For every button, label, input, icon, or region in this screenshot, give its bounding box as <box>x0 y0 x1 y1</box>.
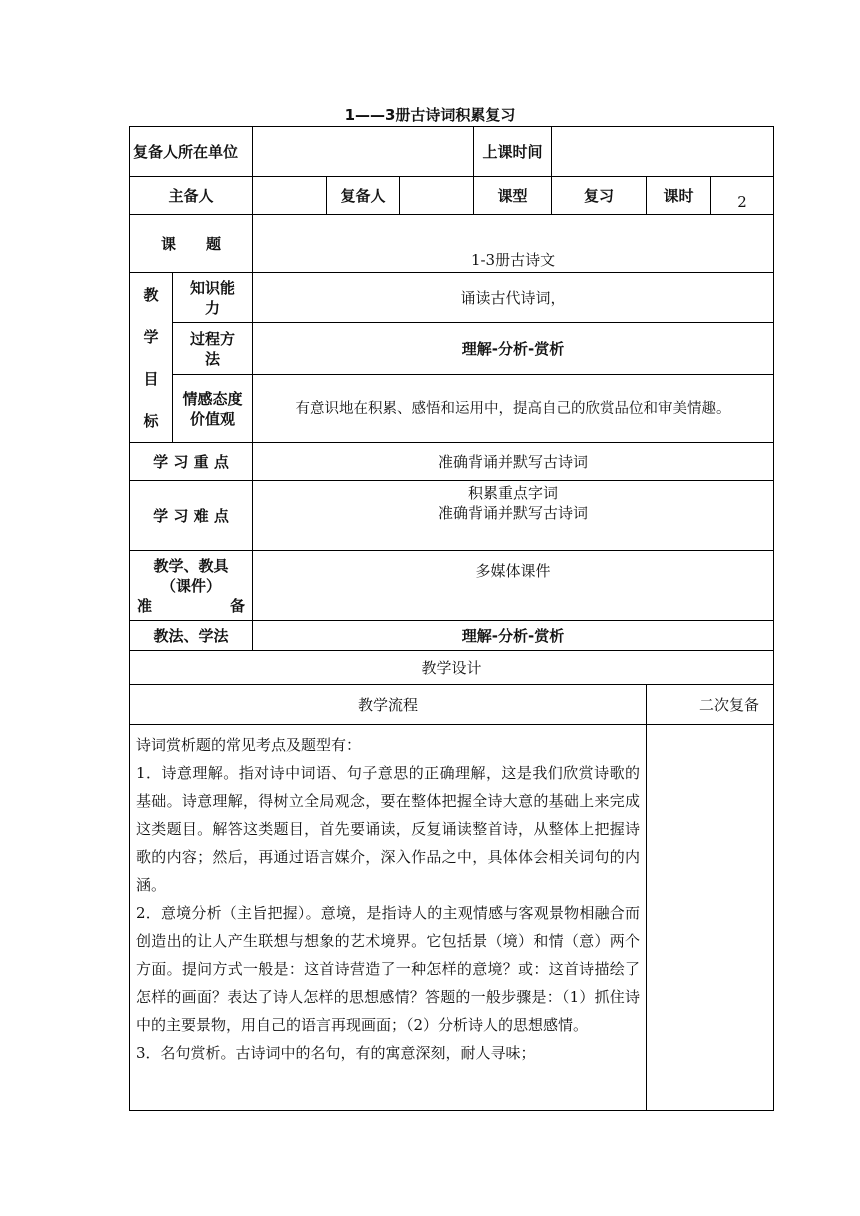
goals-char-4: 标 <box>143 411 159 430</box>
key-point-value: 准确背诵并默写古诗词 <box>253 443 774 481</box>
difficulty-row <box>130 481 774 551</box>
unit-value[interactable] <box>253 127 474 177</box>
hours-value: 2 <box>711 177 774 215</box>
design-header-row <box>130 651 774 685</box>
key-point-row <box>130 443 774 481</box>
reviewer-value[interactable] <box>400 177 474 215</box>
goal-row-process <box>130 323 774 375</box>
flow-header-row <box>130 685 774 725</box>
goal-row-knowledge <box>130 273 774 323</box>
topic-row <box>130 215 774 273</box>
key-point-label: 学 习 重 点 <box>130 443 253 481</box>
host-value[interactable] <box>253 177 327 215</box>
topic-label: 课 题 <box>130 215 253 273</box>
header-row-1 <box>130 127 774 177</box>
goal-process-label: 过程方法 <box>173 323 253 375</box>
host-label: 主备人 <box>130 177 253 215</box>
flow-paragraph: 2．意境分析（主旨把握）。意境，是指诗人的主观情感与客观景物相融合而创造出的让人产生联想与想象的艺术境界。它包括景（境）和情（意）两个方面。提问方式一般是：这首诗营造了一种怎样的意境？或：这首诗描绘了怎样的画面？表达了诗人怎样的思想感情？答题的一般步骤是：（1）抓住诗中的主要景物，用自己的语言再现画面；（2）分析诗人的思想感情。 <box>136 904 641 1034</box>
goal-process-value: 理解-分析-赏析 <box>253 323 774 375</box>
class-time-value[interactable] <box>552 127 774 177</box>
flow-content <box>130 725 647 1111</box>
goals-side-label <box>130 273 173 443</box>
flow-paragraph: 3．名句赏析。古诗词中的名句，有的寓意深刻，耐人寻味； <box>136 1044 536 1062</box>
goals-char-1: 教 <box>143 285 159 304</box>
flow-header: 教学流程 <box>130 685 647 725</box>
tools-label: 教学、教具 （课件） 准 备 <box>130 551 253 621</box>
reviewer-label: 复备人 <box>327 177 400 215</box>
goal-emotion-value: 有意识地在积累、感悟和运用中，提高自己的欣赏品位和审美情趣。 <box>253 375 774 443</box>
flow-paragraph: 1．诗意理解。指对诗中词语、句子意思的正确理解，这是我们欣赏诗歌的基础。诗意理解，得树立全局观念，要在整体把握全诗大意的基础上来完成这类题目。解答这类题目，首先要诵读，反复诵读整首诗，从整体上把握诗歌的内容；然后，再通过语言媒介，深入作品之中，具体体会相关词句的内涵。 <box>136 764 641 894</box>
type-label: 课型 <box>474 177 552 215</box>
difficulty-value <box>253 481 774 551</box>
unit-label: 复备人所在单位 <box>130 127 253 177</box>
goal-row-emotion <box>130 375 774 443</box>
topic-value: 1-3册古诗文 <box>253 215 774 273</box>
tools-row <box>130 551 774 621</box>
difficulty-line-2: 准确背诵并默写古诗词 <box>438 504 589 522</box>
goal-knowledge-value: 诵读古代诗词， <box>253 273 774 323</box>
hours-label: 课时 <box>647 177 711 215</box>
methods-label: 教法、学法 <box>130 621 253 651</box>
methods-row <box>130 621 774 651</box>
second-prep-header: 二次复备 <box>647 685 774 725</box>
goal-knowledge-label: 知识能力 <box>173 273 253 323</box>
goal-emotion-label: 情感态度 价值观 <box>173 375 253 443</box>
tools-value: 多媒体课件 <box>253 551 774 621</box>
flow-paragraph: 诗词赏析题的常见考点及题型有： <box>136 736 362 754</box>
lesson-plan-table <box>129 126 774 1111</box>
class-time-label: 上课时间 <box>474 127 552 177</box>
second-prep-content[interactable] <box>647 725 774 1111</box>
difficulty-label: 学 习 难 点 <box>130 481 253 551</box>
methods-value: 理解-分析-赏析 <box>253 621 774 651</box>
header-row-2 <box>130 177 774 215</box>
page-title: 1——3册古诗词积累复习 <box>344 106 516 124</box>
design-header: 教学设计 <box>130 651 774 685</box>
type-value: 复习 <box>552 177 647 215</box>
goals-char-2: 学 <box>143 327 159 346</box>
flow-content-row <box>130 725 774 1111</box>
difficulty-line-1: 积累重点字词 <box>468 484 559 502</box>
goals-char-3: 目 <box>143 369 159 388</box>
